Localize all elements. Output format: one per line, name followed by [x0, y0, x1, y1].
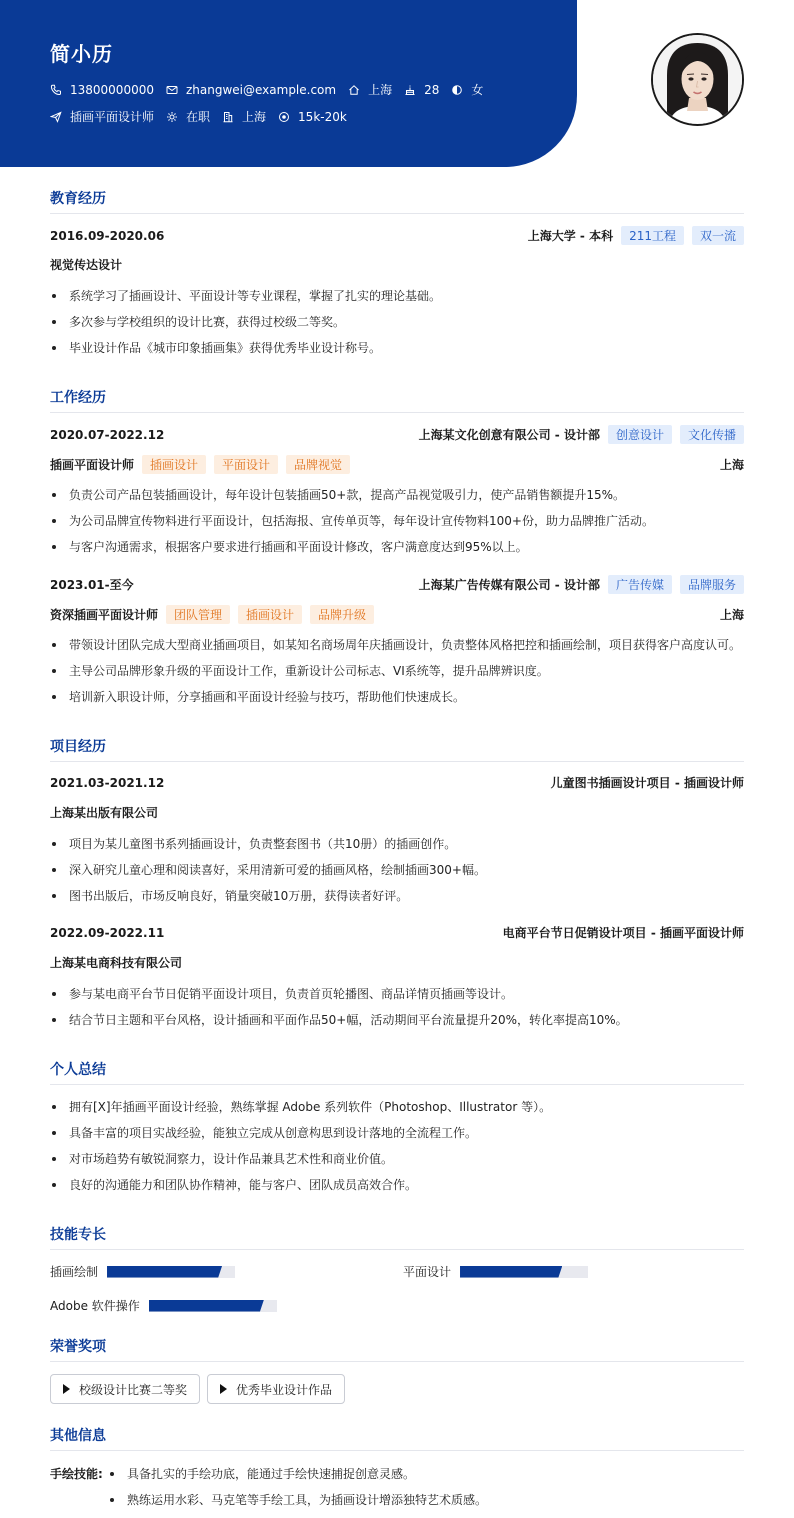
- education-header-row: [50, 226, 744, 245]
- role-tag: 品牌视觉: [286, 455, 350, 474]
- role-tag: 插画设计: [142, 455, 206, 474]
- role-tag: 品牌升级: [310, 605, 374, 624]
- education-tag: 211工程: [621, 226, 684, 245]
- resume-header: [0, 0, 577, 167]
- education-tag: 双一流: [692, 226, 744, 245]
- list-item: 具备丰富的项目实战经验，能独立完成从创意构思到设计落地的全流程工作。: [50, 1124, 744, 1141]
- skill-name: 平面设计: [403, 1265, 452, 1279]
- gear-icon: [166, 111, 178, 123]
- phone-text: 13800000000: [70, 82, 154, 97]
- skill-name: 插画绘制: [50, 1265, 99, 1279]
- list-item: 与客户沟通需求，根据客户要求进行插画和平面设计修改，客户满意度达到95%以上。: [50, 538, 744, 555]
- list-item: 培训新入职设计师，分享插画和平面设计经验与技巧，帮助他们快速成长。: [50, 688, 744, 705]
- project-header-row: [50, 774, 744, 791]
- list-item: 拥有[X]年插画平面设计经验，熟练掌握 Adobe 系列软件（Photoshop、Illustrator 等）。: [50, 1098, 744, 1115]
- job-text: 插画平面设计师: [70, 110, 155, 124]
- city-info: [348, 81, 392, 98]
- work-company: 上海某文化创意有限公司 - 设计部: [418, 428, 600, 442]
- project-date: 2021.03-2021.12: [50, 775, 165, 790]
- gender-text: 女: [471, 83, 484, 97]
- phone-info: [50, 83, 154, 97]
- cake-icon: [404, 84, 416, 96]
- project-org-row: [50, 804, 744, 821]
- skill-bar: [460, 1266, 588, 1278]
- building-icon: [222, 111, 234, 123]
- salary-text: 15k-20k: [298, 109, 347, 124]
- send-icon: [50, 111, 62, 123]
- list-item: 图书出版后，市场反响良好，销量突破10万册，获得读者好评。: [50, 887, 744, 904]
- list-item: 结合节日主题和平台风格，设计插画和平面作品50+幅，活动期间平台流量提升20%，转化率提高10%。: [50, 1011, 744, 1028]
- summary-section-title: 个人总结: [50, 1059, 744, 1085]
- job-info-row: [50, 108, 359, 125]
- list-item: 项目为某儿童图书系列插画设计，负责整套图书（共10册）的插画创作。: [50, 835, 744, 852]
- work-company: 上海某广告传媒有限公司 - 设计部: [418, 578, 600, 592]
- awards-section-title: 荣誉奖项: [50, 1336, 744, 1362]
- list-item: 熟练运用水彩、马克笔等手绘工具，为插画设计增添独特艺术质感。: [110, 1491, 487, 1508]
- work-role: 插画平面设计师: [50, 458, 135, 472]
- gender-info: [451, 81, 483, 98]
- award-text: 校级设计比赛二等奖: [79, 1382, 188, 1397]
- list-item: 系统学习了插画设计、平面设计等专业课程，掌握了扎实的理论基础。: [50, 287, 744, 304]
- skill-bar: [107, 1266, 235, 1278]
- work-date: 2020.07-2022.12: [50, 427, 165, 442]
- skill-name: Adobe 软件操作: [50, 1299, 140, 1313]
- project-name: 电商平台节日促销设计项目 - 插画平面设计师: [502, 926, 744, 940]
- age-text: 28: [424, 82, 440, 97]
- candidate-name: 简小历: [50, 42, 113, 66]
- work-role-row: [50, 605, 744, 624]
- triangle-icon: [63, 1384, 70, 1394]
- project-org: 上海某电商科技有限公司: [50, 956, 183, 970]
- work-header-row: [50, 425, 744, 444]
- project-org: 上海某出版有限公司: [50, 806, 159, 820]
- skill-item: [50, 1263, 235, 1280]
- email-text: zhangwei@example.com: [185, 82, 337, 97]
- status-text: 在职: [186, 110, 211, 124]
- list-item: 毕业设计作品《城市印象插画集》获得优秀毕业设计称号。: [50, 339, 744, 356]
- portrait-image: [653, 35, 742, 124]
- mail-icon: [166, 84, 178, 96]
- company-tag: 品牌服务: [680, 575, 744, 594]
- job-info: [50, 108, 154, 125]
- avatar: [651, 33, 744, 126]
- triangle-icon: [220, 1384, 227, 1394]
- award-text: 优秀毕业设计作品: [236, 1382, 333, 1397]
- education-section-title: 教育经历: [50, 188, 744, 214]
- list-item: 主导公司品牌形象升级的平面设计工作，重新设计公司标志、VI系统等，提升品牌辨识度。: [50, 662, 744, 679]
- email-info: [166, 83, 336, 97]
- education-date: 2016.09-2020.06: [50, 228, 165, 243]
- gender-icon: [451, 84, 463, 96]
- education-school: 上海大学 - 本科: [527, 229, 614, 243]
- skill-bar: [149, 1300, 277, 1312]
- salary-info: [278, 110, 347, 124]
- phone-icon: [50, 84, 62, 96]
- role-tag: 团队管理: [166, 605, 230, 624]
- projects-section-title: 项目经历: [50, 736, 744, 762]
- list-item: 为公司品牌宣传物料进行平面设计，包括海报、宣传单页等，每年设计宣传物料100+份，助力品牌推广活动。: [50, 512, 744, 529]
- other-label: 手绘技能:: [50, 1467, 103, 1481]
- education-major: 视觉传达设计: [50, 258, 123, 272]
- list-item: 带领设计团队完成大型商业插画项目，如某知名商场周年庆插画设计，负责整体风格把控和插画绘制，项目获得客户高度认可。: [50, 636, 744, 653]
- project-date: 2022.09-2022.11: [50, 925, 165, 940]
- award-badge: [207, 1374, 345, 1404]
- skills-section-title: 技能专长: [50, 1224, 744, 1250]
- company-tag: 创意设计: [608, 425, 672, 444]
- contact-info-row: [50, 81, 495, 98]
- skill-item: [50, 1297, 277, 1314]
- target-icon: [278, 111, 290, 123]
- work-city-text: 上海: [242, 110, 267, 124]
- skill-fill: [107, 1266, 222, 1278]
- company-tag: 广告传媒: [608, 575, 672, 594]
- work-header-row: [50, 575, 744, 594]
- skill-fill: [460, 1266, 562, 1278]
- work-location: 上海: [719, 458, 744, 472]
- list-item: 具备扎实的手绘功底，能通过手绘快速捕捉创意灵感。: [110, 1465, 415, 1482]
- home-icon: [348, 84, 360, 96]
- list-item: 负责公司产品包装插画设计，每年设计包装插画50+款，提高产品视觉吸引力，使产品销售额提升15%。: [50, 486, 744, 503]
- skill-fill: [149, 1300, 264, 1312]
- project-org-row: [50, 954, 744, 971]
- company-tag: 文化传播: [680, 425, 744, 444]
- role-tag: 插画设计: [238, 605, 302, 624]
- list-item: 深入研究儿童心理和阅读喜好，采用清新可爱的插画风格，绘制插画300+幅。: [50, 861, 744, 878]
- city-text: 上海: [368, 83, 393, 97]
- education-major-row: [50, 256, 744, 273]
- list-item: 对市场趋势有敏锐洞察力，设计作品兼具艺术性和商业价值。: [50, 1150, 744, 1167]
- list-item: 参与某电商平台节日促销平面设计项目，负责首页轮播图、商品详情页插画等设计。: [50, 985, 744, 1002]
- list-item: 良好的沟通能力和团队协作精神，能与客户、团队成员高效合作。: [50, 1176, 744, 1193]
- work-section-title: 工作经历: [50, 387, 744, 413]
- work-location: 上海: [719, 608, 744, 622]
- project-header-row: [50, 924, 744, 941]
- award-badge: [50, 1374, 200, 1404]
- status-info: [166, 108, 210, 125]
- list-item: 多次参与学校组织的设计比赛，获得过校级二等奖。: [50, 313, 744, 330]
- work-city-info: [222, 108, 266, 125]
- project-name: 儿童图书插画设计项目 - 插画设计师: [550, 776, 744, 790]
- other-section-title: 其他信息: [50, 1425, 744, 1451]
- role-tag: 平面设计: [214, 455, 278, 474]
- work-role: 资深插画平面设计师: [50, 608, 159, 622]
- age-info: [404, 83, 439, 97]
- work-role-row: [50, 455, 744, 474]
- work-date: 2023.01-至今: [50, 578, 134, 592]
- skill-item: [403, 1263, 588, 1280]
